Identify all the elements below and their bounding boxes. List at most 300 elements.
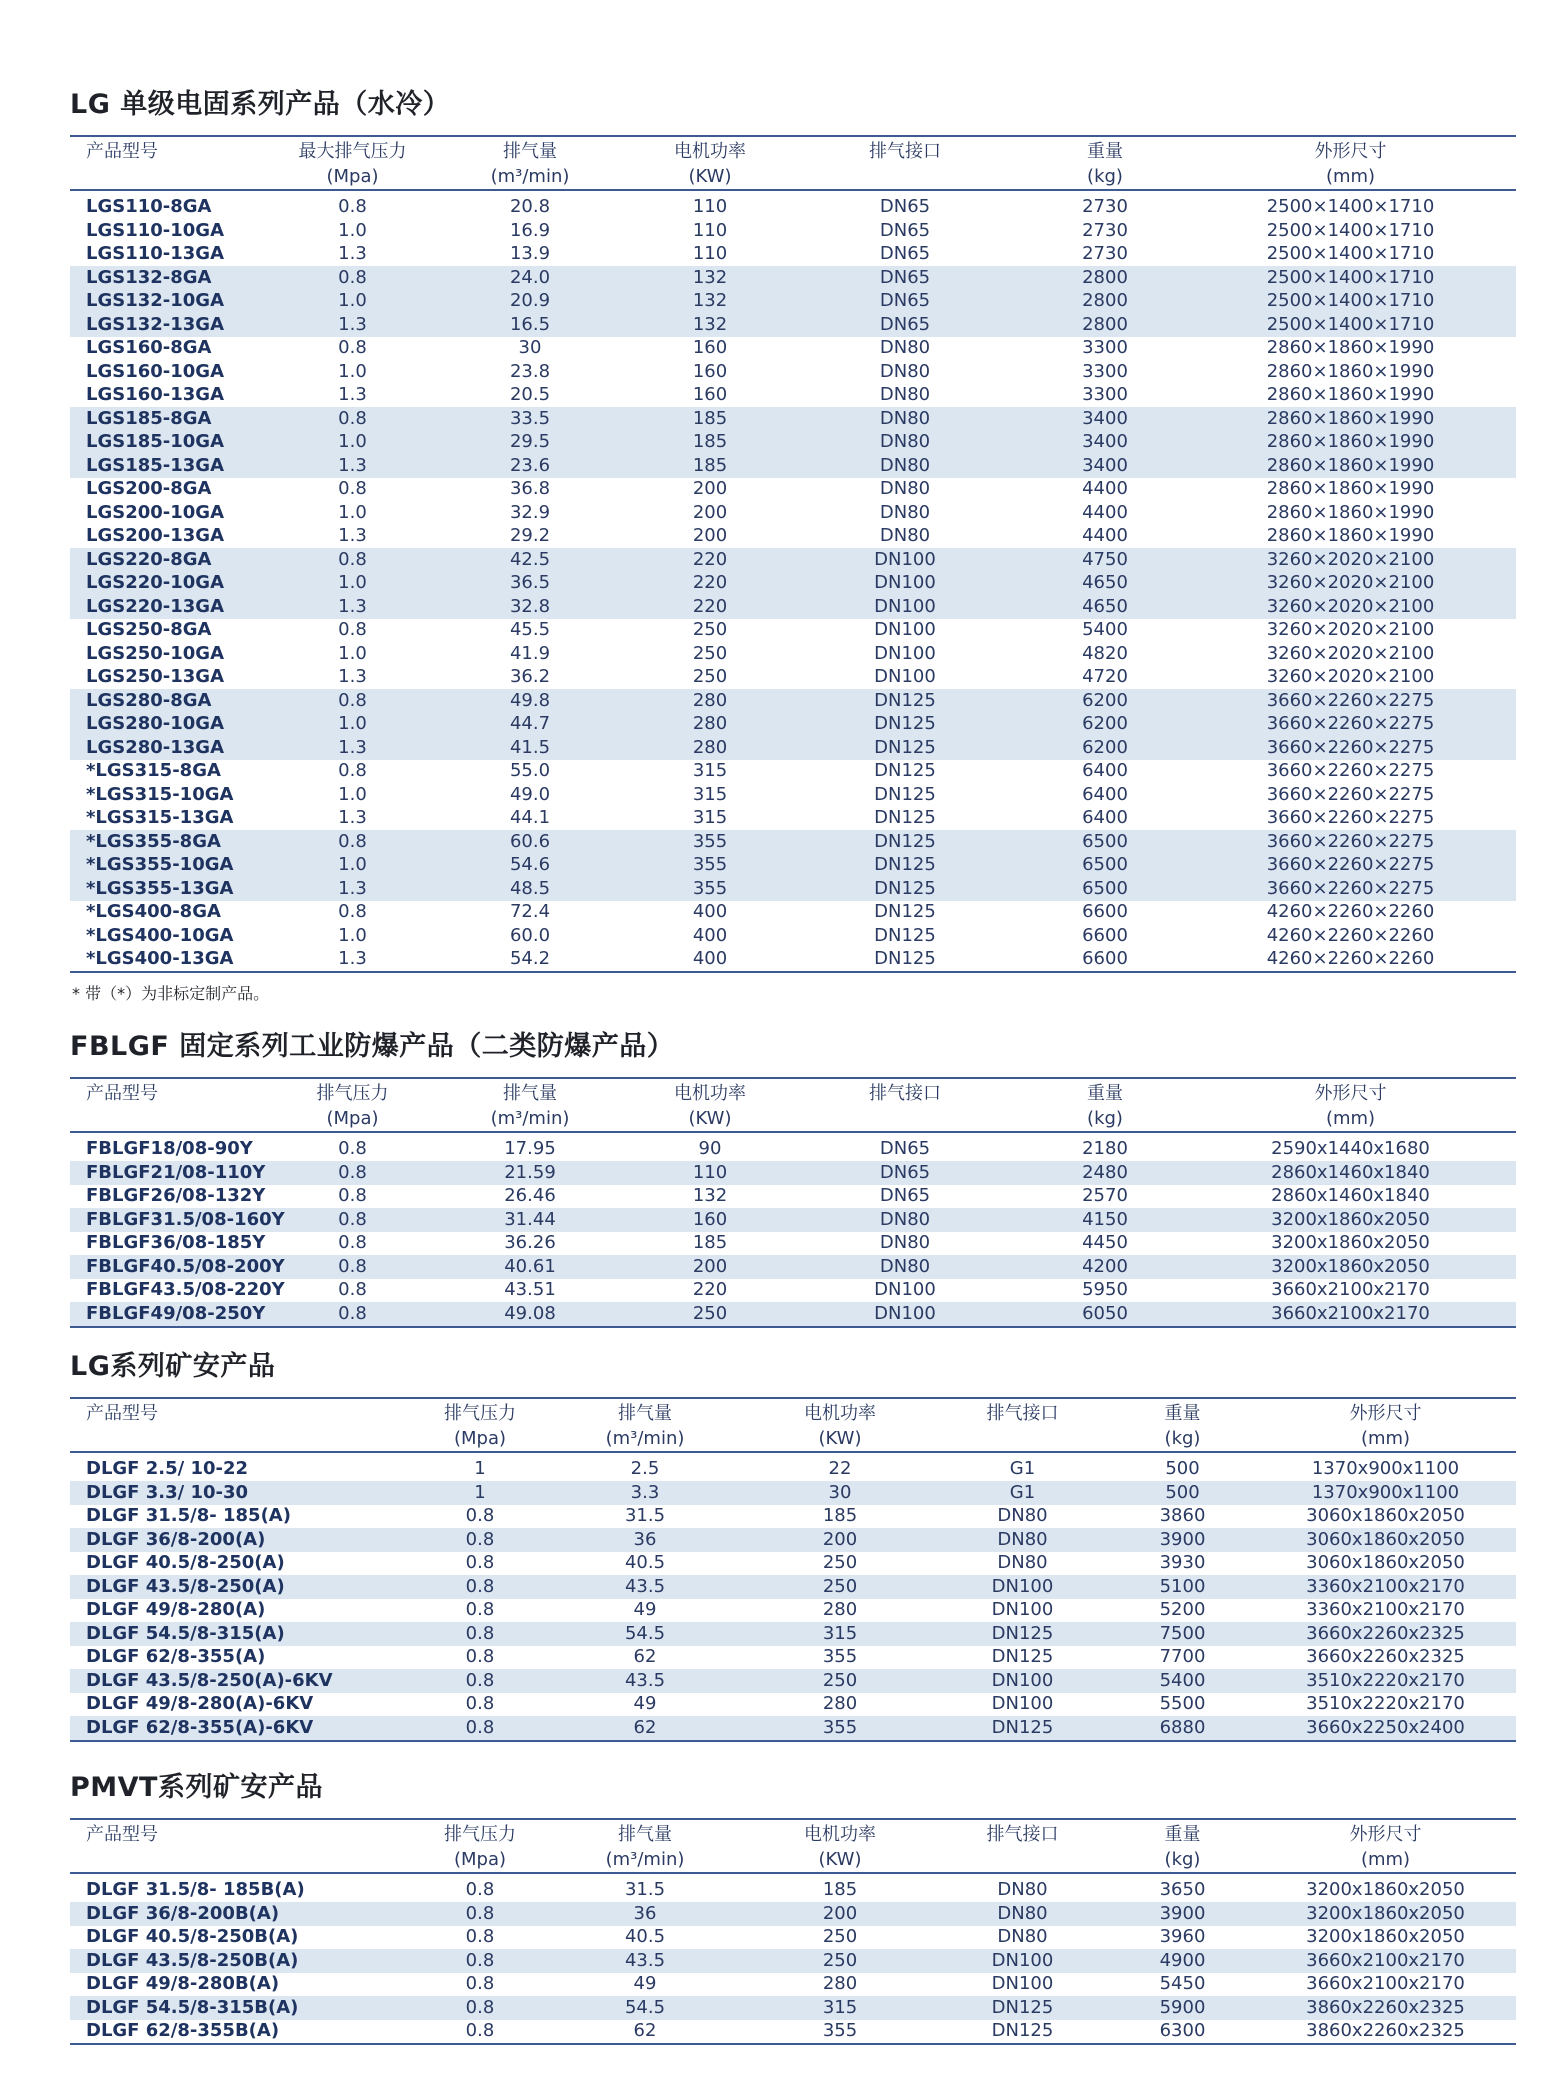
cell-outlet: DN125 xyxy=(874,783,936,805)
cell-dimensions: 2860×1860×1990 xyxy=(1266,525,1435,547)
cell-capacity: 36 xyxy=(545,1528,745,1552)
cell-pressure: 0.8 xyxy=(280,1208,425,1232)
cell-dimensions: 2500×1400×1710 xyxy=(1266,196,1435,217)
cell-outlet: DN80 xyxy=(879,1232,931,1254)
cell-model: LGS220-10GA xyxy=(70,572,280,596)
table-row xyxy=(70,1716,1516,1741)
cell-dimensions: 2860×1860×1990 xyxy=(1266,384,1435,406)
header-power: 电机功率 xyxy=(635,136,785,163)
cell-outlet: DN80 xyxy=(935,1902,1110,1926)
cell-pressure: 0.8 xyxy=(465,1646,495,1668)
cell-pressure: 0.8 xyxy=(338,1232,367,1254)
section-pmvt-mining xyxy=(70,1773,1516,2045)
header-model: 产品型号 xyxy=(70,1078,280,1105)
cell-pressure: 0.8 xyxy=(465,1505,495,1527)
cell-pressure: 0.8 xyxy=(280,407,425,431)
table-body xyxy=(70,1873,1516,2044)
cell-weight: 7700 xyxy=(1159,1646,1206,1668)
cell-model: LGS280-10GA xyxy=(70,713,280,737)
cell-power: 250 xyxy=(692,619,728,641)
cell-model: LGS110-8GA xyxy=(86,196,212,217)
cell-capacity: 40.5 xyxy=(624,1552,666,1574)
table-row xyxy=(70,736,1516,760)
cell-pressure: 0.8 xyxy=(338,1138,367,1159)
cell-dimensions: 3660x2250x2400 xyxy=(1255,1716,1516,1741)
cell-outlet: DN125 xyxy=(874,924,936,946)
cell-outlet: DN125 xyxy=(935,1622,1110,1646)
table-row xyxy=(70,1232,1516,1256)
cell-dimensions: 3260×2020×2100 xyxy=(1266,666,1435,688)
cell-pressure: 1.3 xyxy=(280,877,425,901)
table-row xyxy=(70,1973,1516,1997)
spec-table xyxy=(70,1397,1516,1742)
header-weight: (kg) xyxy=(1025,163,1185,190)
table-row xyxy=(70,525,1516,549)
table-row xyxy=(70,431,1516,455)
cell-outlet: DN80 xyxy=(879,337,931,359)
cell-model: LGS200-13GA xyxy=(86,525,225,547)
cell-weight: 6200 xyxy=(1025,713,1185,737)
cell-capacity: 72.4 xyxy=(509,901,551,923)
header-capacity: (m³/min) xyxy=(545,1425,745,1452)
cell-pressure: 0.8 xyxy=(280,266,425,290)
cell-dimensions: 3660×2260×2275 xyxy=(1185,689,1516,713)
cell-model: DLGF 62/8-355B(A) xyxy=(70,2020,415,2045)
header-outlet xyxy=(785,163,1025,190)
header-row xyxy=(70,136,1516,163)
cell-power: 200 xyxy=(745,1902,935,1926)
cell-power: 250 xyxy=(635,1302,785,1327)
cell-capacity: 40.5 xyxy=(624,1926,666,1948)
cell-capacity: 36.2 xyxy=(509,666,551,688)
cell-outlet: DN80 xyxy=(785,454,1025,478)
cell-outlet: DN100 xyxy=(935,1575,1110,1599)
header-model: 产品型号 xyxy=(70,1819,415,1846)
table-row xyxy=(70,642,1516,666)
cell-capacity: 32.8 xyxy=(425,595,635,619)
cell-model: LGS200-8GA xyxy=(86,478,212,500)
cell-capacity: 49 xyxy=(633,1599,657,1621)
cell-dimensions: 3660×2260×2275 xyxy=(1185,854,1516,878)
cell-pressure: 1 xyxy=(474,1458,486,1479)
header-outlet: 排气接口 xyxy=(785,136,1025,163)
cell-weight: 500 xyxy=(1110,1481,1255,1505)
table-header xyxy=(70,1398,1516,1452)
cell-power: 280 xyxy=(635,689,785,713)
cell-weight: 4650 xyxy=(1025,595,1185,619)
cell-dimensions: 2500×1400×1710 xyxy=(1185,313,1516,337)
table-row xyxy=(70,1949,1516,1973)
section-lg-mining xyxy=(70,1352,1516,1742)
cell-model: LGS160-13GA xyxy=(86,384,225,406)
header-weight: 重量 xyxy=(1110,1819,1255,1846)
cell-power: 355 xyxy=(635,830,785,854)
cell-outlet: DN65 xyxy=(879,1138,931,1159)
header-power: 电机功率 xyxy=(745,1398,935,1425)
cell-capacity: 45.5 xyxy=(509,619,551,641)
header-model xyxy=(70,1846,415,1873)
cell-power: 355 xyxy=(745,1716,935,1741)
cell-dimensions: 2860×1860×1990 xyxy=(1266,337,1435,359)
header-capacity: (m³/min) xyxy=(425,1105,635,1132)
cell-capacity: 49 xyxy=(633,1693,657,1715)
cell-power: 355 xyxy=(635,854,785,878)
cell-weight: 4900 xyxy=(1110,1949,1255,1973)
table-row xyxy=(70,666,1516,690)
cell-outlet: DN125 xyxy=(785,948,1025,973)
header-dimensions: (mm) xyxy=(1255,1846,1516,1873)
cell-capacity: 54.5 xyxy=(545,1622,745,1646)
cell-model: LGS250-8GA xyxy=(86,619,212,641)
cell-pressure: 0.8 xyxy=(415,1575,545,1599)
cell-pressure: 0.8 xyxy=(415,1949,545,1973)
cell-capacity: 31.5 xyxy=(624,1505,666,1527)
cell-outlet: DN100 xyxy=(785,548,1025,572)
cell-capacity: 62 xyxy=(545,2020,745,2045)
header-row xyxy=(70,1846,1516,1873)
table-header xyxy=(70,136,1516,190)
cell-weight: 6400 xyxy=(1082,807,1128,829)
cell-model: LGS110-13GA xyxy=(86,243,225,265)
header-power: 电机功率 xyxy=(745,1819,935,1846)
header-outlet xyxy=(785,1105,1025,1132)
cell-capacity: 41.9 xyxy=(509,642,551,664)
cell-power: 185 xyxy=(635,407,785,431)
header-row xyxy=(70,1078,1516,1105)
cell-model: *LGS400-8GA xyxy=(86,901,221,923)
table-row xyxy=(70,266,1516,290)
spec-table xyxy=(70,135,1516,973)
cell-power: 185 xyxy=(635,454,785,478)
cell-power: 185 xyxy=(822,1505,858,1527)
cell-capacity: 23.8 xyxy=(509,360,551,382)
cell-dimensions: 4260×2260×2260 xyxy=(1185,948,1516,973)
cell-outlet: DN125 xyxy=(935,2020,1110,2045)
cell-model: LGS185-13GA xyxy=(70,454,280,478)
cell-weight: 3300 xyxy=(1082,360,1128,382)
cell-weight: 4750 xyxy=(1025,548,1185,572)
cell-model: LGS220-8GA xyxy=(70,548,280,572)
cell-dimensions: 3200x1860x2050 xyxy=(1306,1879,1465,1900)
table-row xyxy=(70,1132,1516,1161)
cell-capacity: 30 xyxy=(518,337,542,359)
cell-outlet: DN125 xyxy=(935,1996,1110,2020)
cell-pressure: 0.8 xyxy=(338,760,367,782)
cell-capacity: 44.7 xyxy=(425,713,635,737)
cell-outlet: DN80 xyxy=(997,1552,1048,1574)
cell-weight: 3900 xyxy=(1110,1528,1255,1552)
cell-outlet: DN80 xyxy=(785,1208,1025,1232)
table-row xyxy=(70,313,1516,337)
cell-dimensions: 3200x1860x2050 xyxy=(1306,1926,1465,1948)
cell-weight: 6600 xyxy=(1025,948,1185,973)
cell-dimensions: 2860×1860×1990 xyxy=(1266,478,1435,500)
cell-power: 200 xyxy=(635,1255,785,1279)
cell-model: LGS280-8GA xyxy=(70,689,280,713)
cell-model: FBLGF36/08-185Y xyxy=(86,1232,266,1254)
cell-model: LGS132-13GA xyxy=(70,313,280,337)
cell-dimensions: 3660×2260×2275 xyxy=(1185,830,1516,854)
cell-power: 110 xyxy=(692,243,728,265)
cell-pressure: 0.8 xyxy=(280,689,425,713)
cell-model: DLGF 40.5/8-250(A) xyxy=(86,1552,285,1574)
cell-dimensions: 1370x900x1100 xyxy=(1255,1481,1516,1505)
cell-weight: 3400 xyxy=(1025,407,1185,431)
cell-dimensions: 2860×1860×1990 xyxy=(1266,501,1435,523)
header-model: 产品型号 xyxy=(70,136,280,163)
cell-model: LGS200-10GA xyxy=(86,501,225,523)
table-row xyxy=(70,384,1516,408)
section-title: LG系列矿安产品 xyxy=(70,1351,276,1382)
cell-capacity: 29.5 xyxy=(425,431,635,455)
table-row xyxy=(70,478,1516,502)
cell-model: DLGF 62/8-355(A)-6KV xyxy=(70,1716,415,1741)
cell-capacity: 49.8 xyxy=(425,689,635,713)
cell-weight: 2730 xyxy=(1082,219,1128,241)
cell-outlet: DN125 xyxy=(785,830,1025,854)
cell-outlet: DN100 xyxy=(785,572,1025,596)
cell-model: *LGS355-8GA xyxy=(70,830,280,854)
cell-dimensions: 3510x2220x2170 xyxy=(1306,1693,1465,1715)
cell-pressure: 0.8 xyxy=(465,1926,495,1948)
table-row xyxy=(70,1528,1516,1552)
cell-power: 315 xyxy=(692,807,728,829)
cell-outlet: DN80 xyxy=(997,1879,1048,1900)
header-pressure: 排气压力 xyxy=(415,1398,545,1425)
header-dimensions: (mm) xyxy=(1185,1105,1516,1132)
cell-pressure: 0.8 xyxy=(280,830,425,854)
cell-outlet: DN125 xyxy=(785,736,1025,760)
table-row xyxy=(70,901,1516,925)
cell-model: *LGS355-13GA xyxy=(70,877,280,901)
cell-power: 132 xyxy=(635,313,785,337)
header-dimensions: 外形尺寸 xyxy=(1255,1398,1516,1425)
cell-outlet: G1 xyxy=(935,1481,1110,1505)
cell-pressure: 1.3 xyxy=(338,807,367,829)
table-row xyxy=(70,1873,1516,1902)
cell-outlet: DN65 xyxy=(879,1185,931,1207)
cell-power: 250 xyxy=(822,1926,858,1948)
cell-pressure: 0.8 xyxy=(338,619,367,641)
cell-model: LGS280-13GA xyxy=(70,736,280,760)
cell-outlet: DN125 xyxy=(785,854,1025,878)
cell-capacity: 33.5 xyxy=(425,407,635,431)
cell-weight: 6600 xyxy=(1082,901,1128,923)
table-header xyxy=(70,1819,1516,1873)
cell-outlet: DN100 xyxy=(785,1302,1025,1327)
header-power: (KW) xyxy=(745,1846,935,1873)
table-row xyxy=(70,1575,1516,1599)
cell-weight: 5950 xyxy=(1082,1279,1128,1301)
cell-dimensions: 3860x2260x2325 xyxy=(1255,1996,1516,2020)
cell-outlet: DN65 xyxy=(879,219,931,241)
cell-weight: 4450 xyxy=(1082,1232,1128,1254)
cell-dimensions: 3060x1860x2050 xyxy=(1306,1505,1465,1527)
cell-weight: 3930 xyxy=(1159,1552,1206,1574)
cell-model: *LGS400-13GA xyxy=(70,948,280,973)
cell-power: 400 xyxy=(692,924,728,946)
cell-capacity: 3.3 xyxy=(545,1481,745,1505)
cell-power: 250 xyxy=(745,1575,935,1599)
cell-capacity: 49.08 xyxy=(425,1302,635,1327)
cell-outlet: DN100 xyxy=(935,1949,1110,1973)
cell-power: 250 xyxy=(692,666,728,688)
cell-power: 110 xyxy=(635,1161,785,1185)
header-power: (KW) xyxy=(635,1105,785,1132)
cell-power: 185 xyxy=(822,1879,858,1900)
cell-power: 355 xyxy=(745,2020,935,2045)
cell-outlet: DN80 xyxy=(785,407,1025,431)
cell-pressure: 0.8 xyxy=(465,1693,495,1715)
header-weight: (kg) xyxy=(1110,1846,1255,1873)
cell-weight: 2570 xyxy=(1082,1185,1128,1207)
cell-capacity: 16.9 xyxy=(509,219,551,241)
cell-pressure: 1.3 xyxy=(338,666,367,688)
cell-power: 250 xyxy=(745,1949,935,1973)
header-power: (KW) xyxy=(745,1425,935,1452)
cell-dimensions: 3200x1860x2050 xyxy=(1255,1902,1516,1926)
cell-power: 220 xyxy=(635,548,785,572)
header-row xyxy=(70,1819,1516,1846)
cell-weight: 5900 xyxy=(1110,1996,1255,2020)
cell-capacity: 62 xyxy=(633,1646,657,1668)
cell-dimensions: 3060x1860x2050 xyxy=(1306,1552,1465,1574)
cell-pressure: 0.8 xyxy=(280,1302,425,1327)
cell-model: DLGF 36/8-200B(A) xyxy=(70,1902,415,1926)
cell-power: 200 xyxy=(745,1528,935,1552)
header-pressure: 排气压力 xyxy=(415,1819,545,1846)
table-row xyxy=(70,783,1516,807)
cell-pressure: 0.8 xyxy=(415,1622,545,1646)
header-capacity: (m³/min) xyxy=(545,1846,745,1873)
cell-pressure: 1.0 xyxy=(280,572,425,596)
cell-dimensions: 2860×1860×1990 xyxy=(1185,407,1516,431)
table-row xyxy=(70,2020,1516,2045)
cell-dimensions: 3360x2100x2170 xyxy=(1306,1599,1465,1621)
cell-dimensions: 3660×2260×2275 xyxy=(1185,877,1516,901)
cell-outlet: DN100 xyxy=(785,595,1025,619)
cell-capacity: 21.59 xyxy=(425,1161,635,1185)
header-pressure: 排气压力 xyxy=(280,1078,425,1105)
cell-dimensions: 4260×2260×2260 xyxy=(1266,924,1435,946)
cell-power: 220 xyxy=(635,595,785,619)
cell-power: 280 xyxy=(822,1973,858,1995)
cell-model: DLGF 43.5/8-250B(A) xyxy=(70,1949,415,1973)
cell-model: *LGS315-8GA xyxy=(86,760,221,782)
cell-model: DLGF 31.5/8- 185B(A) xyxy=(86,1879,305,1900)
cell-pressure: 1.0 xyxy=(338,783,367,805)
header-capacity: 排气量 xyxy=(425,136,635,163)
header-model xyxy=(70,1105,280,1132)
header-weight: 重量 xyxy=(1110,1398,1255,1425)
header-capacity: 排气量 xyxy=(545,1398,745,1425)
cell-weight: 6400 xyxy=(1082,760,1128,782)
cell-weight: 3960 xyxy=(1159,1926,1206,1948)
cell-capacity: 36.26 xyxy=(504,1232,556,1254)
cell-power: 400 xyxy=(635,948,785,973)
cell-outlet: DN80 xyxy=(879,384,931,406)
cell-model: DLGF 54.5/8-315(A) xyxy=(70,1622,415,1646)
cell-outlet: DN125 xyxy=(785,713,1025,737)
cell-outlet: DN100 xyxy=(874,1279,936,1301)
cell-weight: 5400 xyxy=(1082,619,1128,641)
cell-dimensions: 3260×2020×2100 xyxy=(1185,595,1516,619)
cell-capacity: 17.95 xyxy=(504,1138,556,1159)
table-row xyxy=(70,924,1516,948)
cell-dimensions: 3200x1860x2050 xyxy=(1185,1208,1516,1232)
cell-capacity: 43.51 xyxy=(504,1279,556,1301)
cell-dimensions: 2500×1400×1710 xyxy=(1185,290,1516,314)
cell-capacity: 24.0 xyxy=(425,266,635,290)
cell-dimensions: 2500×1400×1710 xyxy=(1266,219,1435,241)
cell-pressure: 1.3 xyxy=(338,384,367,406)
cell-dimensions: 3660x2260x2325 xyxy=(1255,1622,1516,1646)
header-outlet: 排气接口 xyxy=(785,1078,1025,1105)
cell-outlet: DN125 xyxy=(785,689,1025,713)
cell-capacity: 43.5 xyxy=(545,1575,745,1599)
header-outlet: 排气接口 xyxy=(935,1819,1110,1846)
cell-weight: 4400 xyxy=(1082,501,1128,523)
header-outlet: 排气接口 xyxy=(935,1398,1110,1425)
header-capacity: 排气量 xyxy=(545,1819,745,1846)
cell-power: 200 xyxy=(692,478,728,500)
cell-pressure: 0.8 xyxy=(415,1528,545,1552)
table-row xyxy=(70,1161,1516,1185)
cell-model: LGS185-8GA xyxy=(70,407,280,431)
cell-capacity: 31.5 xyxy=(624,1879,666,1900)
cell-weight: 3400 xyxy=(1025,454,1185,478)
table-row xyxy=(70,807,1516,831)
cell-weight: 5400 xyxy=(1110,1669,1255,1693)
cell-model: LGS185-10GA xyxy=(70,431,280,455)
header-row xyxy=(70,1398,1516,1425)
header-capacity: (m³/min) xyxy=(425,163,635,190)
cell-model: DLGF 43.5/8-250(A) xyxy=(70,1575,415,1599)
cell-capacity: 36.5 xyxy=(425,572,635,596)
header-pressure: (Mpa) xyxy=(415,1425,545,1452)
cell-outlet: DN80 xyxy=(785,431,1025,455)
cell-outlet: DN100 xyxy=(991,1973,1054,1995)
cell-capacity: 31.44 xyxy=(425,1208,635,1232)
cell-weight: 2730 xyxy=(1082,196,1128,217)
cell-capacity: 20.8 xyxy=(509,196,551,217)
cell-capacity: 49 xyxy=(633,1973,657,1995)
cell-outlet: DN100 xyxy=(991,1599,1054,1621)
table-row xyxy=(70,190,1516,219)
cell-outlet: DN80 xyxy=(997,1926,1048,1948)
spec-table xyxy=(70,1818,1516,2045)
cell-pressure: 1.0 xyxy=(338,642,367,664)
cell-capacity: 43.5 xyxy=(545,1949,745,1973)
cell-weight: 2800 xyxy=(1025,313,1185,337)
cell-weight: 3860 xyxy=(1159,1505,1206,1527)
table-row xyxy=(70,1693,1516,1717)
section-title: PMVT系列矿安产品 xyxy=(70,1772,323,1803)
header-model xyxy=(70,163,280,190)
cell-weight: 4720 xyxy=(1082,666,1128,688)
cell-pressure: 0.8 xyxy=(338,478,367,500)
cell-dimensions: 3660×2260×2275 xyxy=(1185,736,1516,760)
cell-capacity: 41.5 xyxy=(425,736,635,760)
header-power: 电机功率 xyxy=(635,1078,785,1105)
cell-model: LGS160-8GA xyxy=(86,337,212,359)
cell-pressure: 0.8 xyxy=(415,1716,545,1741)
header-dimensions: (mm) xyxy=(1255,1425,1516,1452)
header-row xyxy=(70,1105,1516,1132)
table-row xyxy=(70,877,1516,901)
cell-capacity: 49.0 xyxy=(509,783,551,805)
header-weight: (kg) xyxy=(1110,1425,1255,1452)
